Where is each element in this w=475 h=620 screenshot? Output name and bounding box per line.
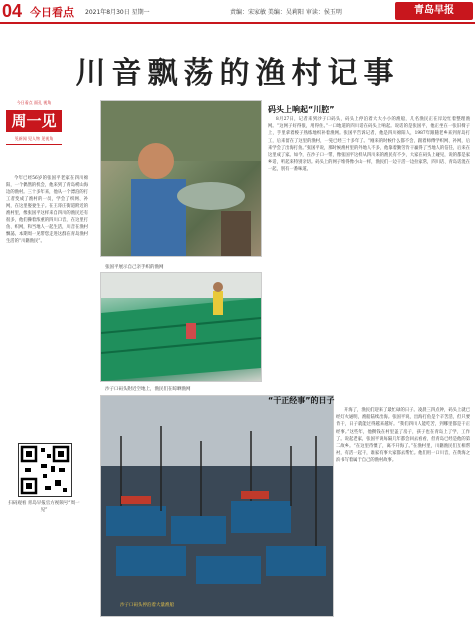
- photo-harbor: [100, 395, 334, 617]
- newspaper-logo: 青岛早报: [395, 2, 473, 20]
- divider: [6, 144, 62, 145]
- intro-text: 今年已经56岁的张国平老家在四川绵阳，一个偶然的机会，他来到了青岛崂山海边的渔村。三十多年来，他从一个漂泊的打工者变成了渔村的一员，学会了织网、补网，在这里娶妻生子。在王哥庄街道附近的渔村里，像张国平这样来自四川的渔民还有很多，他们操着浓重的四川口音，在这里打鱼、织网，和当地人一起生活，川音在渔村飘荡。本期周一见带您走进这群在青岛渔村生活的“川籍渔民”。: [6, 176, 88, 244]
- photo-fisherman: [100, 100, 262, 257]
- section-name: 今日看点: [30, 6, 74, 19]
- issue-date: 2021年8月30日 星期一: [85, 9, 150, 16]
- qr-code-icon[interactable]: [18, 443, 72, 497]
- photo-caption-2: 沙子口码头附近空地上，渔民们在晾晒渔网: [105, 387, 191, 392]
- section-heading-2: “干正经事”的日子: [268, 396, 335, 405]
- photo-caption-1: 张国平展示自己亲手织的渔网: [105, 265, 164, 270]
- section-heading-1: 码头上响起“川腔”: [268, 105, 335, 114]
- column-badge: [6, 100, 62, 160]
- column-name: 周一见: [6, 110, 62, 132]
- page-number: 04: [2, 1, 23, 21]
- column-top-text: 今日看点 面孔 视角: [16, 100, 52, 105]
- editor-credits: 责编：宋家敏 美编：吴莉阳 审读：侯玉明: [230, 9, 342, 16]
- column-sub: 见新闻 见人物 见视角: [14, 136, 54, 141]
- headline: 川音飘荡的渔村记事: [75, 56, 400, 91]
- photo-caption-3: 沙子口码头停泊着大量渔船: [120, 603, 174, 608]
- photo-nets: [100, 272, 262, 382]
- qr-caption: 扫码观看 青岛早报官方视频号“周一见”: [8, 501, 80, 513]
- article-body-2: 开海了，渔民们迎来了最忙碌的日子。凌晨三四点钟，码头上就已经灯火通明，渔船陆续出海。张国平说，出海打鱼是个辛苦活，但只要肯干，日子就能过得越来越好。“我们四川人能吃苦，到哪里都是干正经事。”这些年，他攒钱在村里盖了房子，孩子也在青岛上了学、工作了。说起老家，张国平说每隔几年都会回去看看，但青岛已经是他的第二故乡。“在这里待惯了，离不开海了。”在渔村里，川籍渔民们互相帮衬，有活一起干，谁家有事大家都去帮忙。他们用一口川音，在黄海之滨书写着属于自己的渔村故事。: [336, 408, 470, 464]
- article-body-1: 8月27日，记者来到沙子口码头，码头上停泊着大大小小的渔船，几名渔民正在岸边忙着整理渔网。“这网子好得很，用得住。”一口地道的四川话在码头上响起。说话的是张国平，他正坐在一张旧椅子上，手里拿着梭子熟练地织补着渔网。张国平告诉记者，他是四川绵阳人，1987年跟随老乡来到青岛打工，后来留在了这里的渔村，一晃已经三十多年了。“刚来的时候什么都不会，跟着师傅学织网、补网，后来学会了出海打鱼。”张国平说，那时候渔村里的外地人不多，他靠着勤劳肯干赢得了当地人的信任，后来在这里成了家。如今，在沙子口一带，像张国平这样从四川来的渔民有不少，大家在码头上碰见，说的都是家乡话，听起来特别亲切。码头上的网子堆得像小山一样，渔民们一边干活一边拉家常，四川话、青岛话混在一起，别有一番味道。: [268, 117, 470, 173]
- page-header: [0, 0, 475, 24]
